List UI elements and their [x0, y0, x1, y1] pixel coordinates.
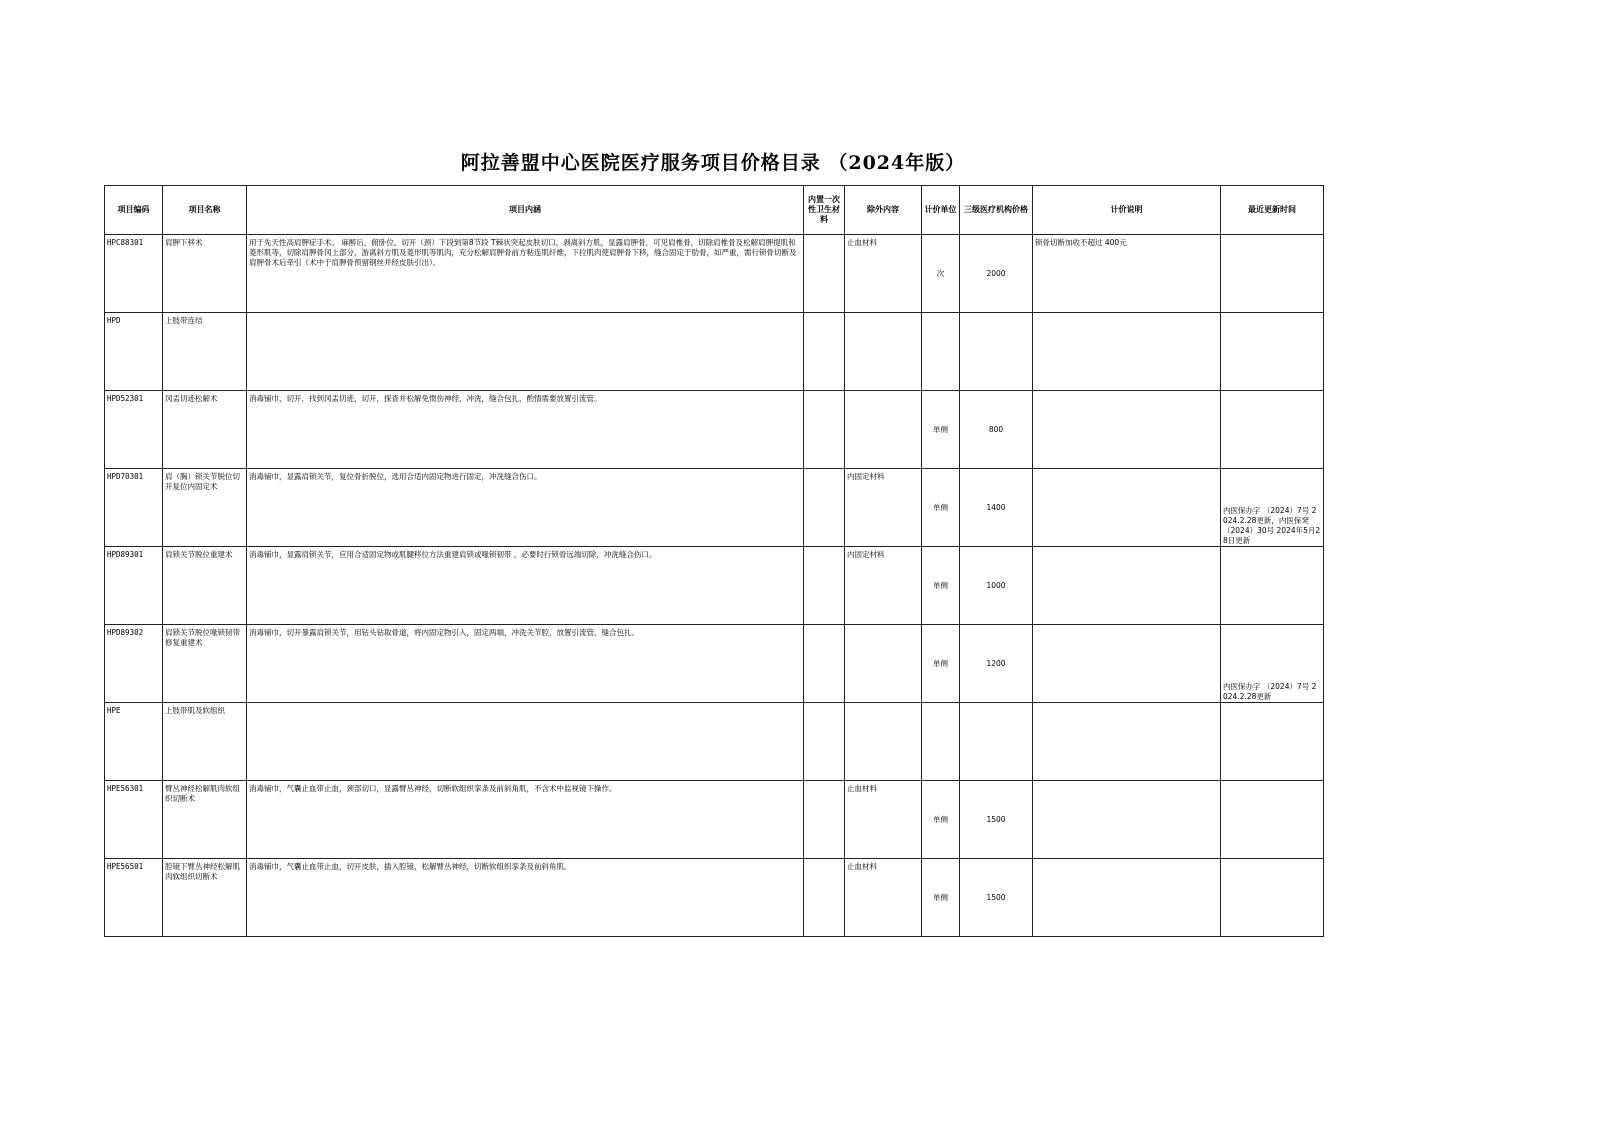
cell-disposable [804, 625, 845, 703]
cell-code: HPD70301 [105, 469, 163, 547]
cell-code: HPD89301 [105, 547, 163, 625]
cell-content: 消毒铺巾，显露肩锁关节，复位骨折脱位，选用合适内固定物进行固定，冲洗缝合伤口。 [247, 469, 804, 547]
cell-content [247, 703, 804, 781]
cell-content: 消毒铺巾，气囊止血带止血，颈部切口，显露臂丛神经，切断软组织挛条及前斜角肌，不含术中监视镜下操作。 [247, 781, 804, 859]
table-row [105, 547, 1324, 625]
cell-note [1033, 391, 1221, 469]
cell-disposable [804, 313, 845, 391]
cell-updated [1221, 703, 1324, 781]
table-header-row [105, 186, 1324, 235]
cell-updated [1221, 313, 1324, 391]
cell-unit: 次 [922, 235, 960, 313]
cell-note: 锁骨切断加收不超过 400元 [1033, 235, 1221, 313]
cell-price [960, 313, 1033, 391]
cell-exclusion [845, 391, 922, 469]
cell-exclusion: 内固定材料 [845, 469, 922, 547]
cell-price: 2000 [960, 235, 1033, 313]
cell-exclusion: 内固定材料 [845, 547, 922, 625]
cell-price: 1500 [960, 781, 1033, 859]
table-row [105, 469, 1324, 547]
cell-name: 肩（胸）锁关节脱位切开复位内固定术 [163, 469, 247, 547]
cell-code: HPC88301 [105, 235, 163, 313]
table-row [105, 235, 1324, 313]
cell-note [1033, 781, 1221, 859]
cell-unit: 单侧 [922, 391, 960, 469]
header-updated: 最近更新时间 [1221, 186, 1324, 235]
cell-unit [922, 313, 960, 391]
cell-note [1033, 469, 1221, 547]
cell-exclusion: 止血材料 [845, 859, 922, 937]
table-row [105, 391, 1324, 469]
cell-name: 腔镜下臂丛神经松解肌肉软组织切断术 [163, 859, 247, 937]
cell-name: 臂丛神经松解肌肉软组织切断术 [163, 781, 247, 859]
cell-exclusion [845, 313, 922, 391]
cell-unit: 单侧 [922, 859, 960, 937]
cell-updated [1221, 859, 1324, 937]
cell-price: 1400 [960, 469, 1033, 547]
cell-name: 上肢带肌及软组织 [163, 703, 247, 781]
cell-exclusion: 止血材料 [845, 235, 922, 313]
cell-updated [1221, 781, 1324, 859]
table-row [105, 313, 1324, 391]
cell-exclusion [845, 625, 922, 703]
cell-disposable [804, 469, 845, 547]
table-row [105, 703, 1324, 781]
cell-disposable [804, 781, 845, 859]
cell-price: 1500 [960, 859, 1033, 937]
price-table [104, 185, 1324, 937]
cell-content: 消毒铺巾，切开，找到冈盂切迹，切开，探查并松解免惯伤神经，冲洗，缝合包扎，酌情需要放置引流管。 [247, 391, 804, 469]
cell-note [1033, 625, 1221, 703]
cell-updated: 内医保办字 （2024）7号 2024.2.28更新，内医保発（2024）30号 2024年5月28日更新 [1221, 469, 1324, 547]
cell-price [960, 703, 1033, 781]
cell-updated: 内医保办字 （2024）7号 2024.2.28更新 [1221, 625, 1324, 703]
table-row [105, 781, 1324, 859]
cell-content: 消毒铺巾，切开暴露肩锁关节，用钻头钻取骨道，将内固定物引入，固定两端，冲洗关节腔，放置引流管，缝合包扎。 [247, 625, 804, 703]
cell-code: HPE [105, 703, 163, 781]
cell-code: HPE56501 [105, 859, 163, 937]
cell-disposable [804, 235, 845, 313]
page-title: 阿拉善盟中心医院医疗服务项目价格目录 （2024年版） [460, 152, 966, 174]
cell-code: HPD89302 [105, 625, 163, 703]
table-row [105, 625, 1324, 703]
cell-disposable [804, 703, 845, 781]
header-disposable: 内置一次性卫生材料 [804, 186, 845, 235]
cell-name: 冈盂切迹松解术 [163, 391, 247, 469]
cell-disposable [804, 859, 845, 937]
cell-updated [1221, 547, 1324, 625]
cell-name: 肩锁关节脱位重建术 [163, 547, 247, 625]
cell-note [1033, 859, 1221, 937]
cell-price: 1000 [960, 547, 1033, 625]
header-code: 项目编码 [105, 186, 163, 235]
cell-unit [922, 703, 960, 781]
cell-price: 800 [960, 391, 1033, 469]
cell-code: HPE56301 [105, 781, 163, 859]
table-row [105, 859, 1324, 937]
cell-name: 肩胛下移术 [163, 235, 247, 313]
header-content: 项目内涵 [247, 186, 804, 235]
cell-name: 肩锁关节脱位喙锁韧带修复重建术 [163, 625, 247, 703]
cell-price: 1200 [960, 625, 1033, 703]
header-note: 计价说明 [1033, 186, 1221, 235]
cell-exclusion: 止血材料 [845, 781, 922, 859]
cell-unit: 单侧 [922, 625, 960, 703]
cell-unit: 单侧 [922, 469, 960, 547]
header-exclusion: 除外内容 [845, 186, 922, 235]
cell-note [1033, 703, 1221, 781]
cell-note [1033, 547, 1221, 625]
cell-unit: 单侧 [922, 781, 960, 859]
cell-unit: 单侧 [922, 547, 960, 625]
cell-updated [1221, 391, 1324, 469]
header-name: 项目名称 [163, 186, 247, 235]
cell-disposable [804, 391, 845, 469]
cell-code: HPD52301 [105, 391, 163, 469]
cell-note [1033, 313, 1221, 391]
cell-content [247, 313, 804, 391]
header-price: 三级医疗机构价格 [960, 186, 1033, 235]
header-unit: 计价单位 [922, 186, 960, 235]
cell-content: 用于先天性高肩胛症手术。 麻醉后，俯卧位，切开（颈）下段到第8节段 T棘状突起皮肤切口，剥离斜方肌，显露肩胛骨，可见肩椎骨，切除肩椎骨及松解肩胛提肌和菱形肌等，切除肩胛骨冈上部分，游离斜方肌及菱形肌等肌肉，充分松解肩胛骨前方粘连肌纤维，下拉肌肉使肩胛骨下移，缝合固定于肋骨，如严重，需行锁骨切断及肩胛骨术后牵引（术中于肩胛骨预留钢丝并经皮肤引出）。 [247, 235, 804, 313]
cell-name: 上肢带连结 [163, 313, 247, 391]
cell-updated [1221, 235, 1324, 313]
cell-content: 消毒铺巾，气囊止血带止血，切开皮肤，插入腔镜，松解臂丛神经，切断软组织挛条及前斜角肌。 [247, 859, 804, 937]
cell-disposable [804, 547, 845, 625]
cell-code: HPD [105, 313, 163, 391]
cell-exclusion [845, 703, 922, 781]
cell-content: 消毒铺巾，显露肩锁关节，应用合适固定物或肌腱移位方法重建肩锁或喙锁韧带 ，必要时行锁骨远端切除，冲洗缝合伤口。 [247, 547, 804, 625]
